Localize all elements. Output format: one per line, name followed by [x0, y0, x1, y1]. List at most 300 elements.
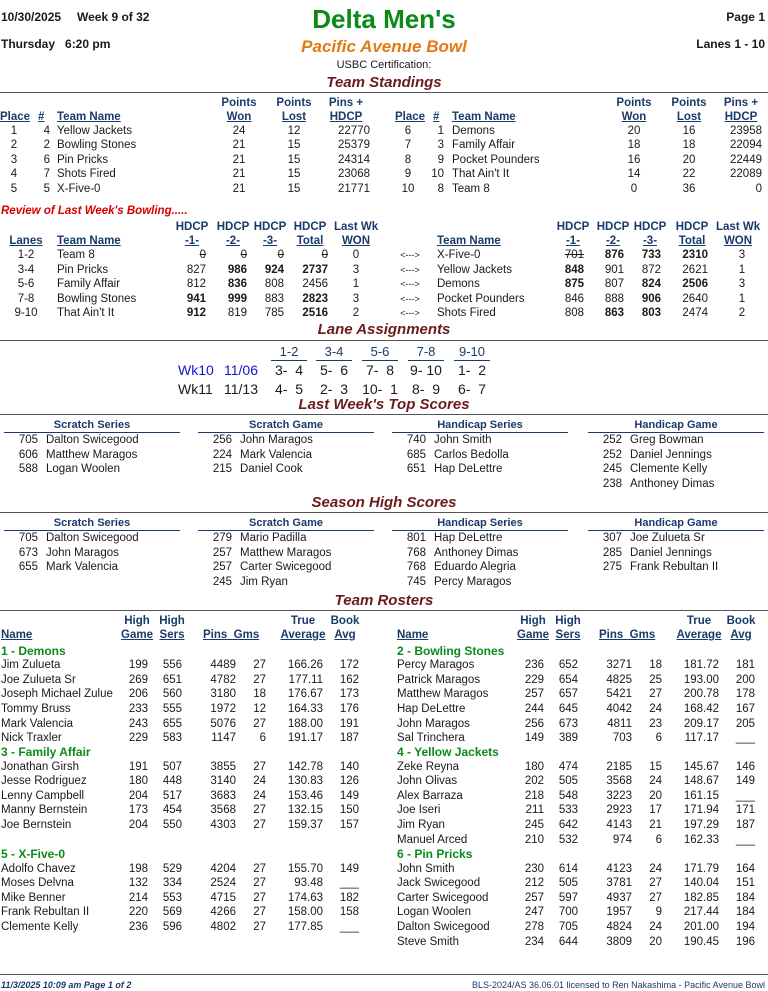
score-value: 685 [406, 448, 426, 461]
bowler-name: Matthew Maragos [46, 448, 138, 461]
roster-games: 9 [655, 906, 662, 919]
review-score: 875 [564, 278, 584, 290]
roster-high-game: 211 [525, 804, 544, 817]
lane-assignment-cell: 4- 5 [274, 381, 303, 397]
roster-high-game: 198 [128, 862, 148, 875]
roster-games: 27 [253, 891, 266, 904]
standings-team-name: Yellow Jackets [57, 125, 133, 137]
roster-player-name: Alex Barraza [397, 789, 463, 802]
bowler-name: John Maragos [240, 434, 313, 446]
roster-true-average: 164.33 [287, 702, 323, 715]
review-score: 906 [641, 292, 661, 305]
review-score: 0 [321, 249, 328, 261]
score-value: 245 [212, 575, 232, 588]
standings-points-won: 20 [627, 125, 641, 137]
review-lanes: 5-6 [17, 278, 35, 290]
roster-pins: 3180 [210, 688, 236, 701]
score-value: 256 [212, 434, 232, 446]
roster-games: 27 [253, 760, 266, 773]
week-date: 11/13 [224, 381, 258, 397]
roster-games: 27 [253, 717, 266, 730]
roster-high-series: 334 [162, 877, 182, 890]
standings-points-won: 0 [630, 182, 638, 195]
review-lanes: 7-8 [17, 292, 35, 305]
roster-true-average: 200.78 [683, 688, 719, 701]
roster-games: 27 [253, 804, 266, 817]
standings-points-lost: 16 [682, 125, 696, 137]
standings-team-number: 4 [43, 125, 50, 137]
review-score: 803 [641, 307, 661, 319]
review-won: 2 [352, 307, 360, 319]
review-team-name: Demons [437, 278, 480, 290]
roster-pins: 4204 [210, 862, 236, 875]
review-score: 808 [564, 307, 584, 319]
score-value: 768 [406, 546, 426, 559]
bowler-name: Mark Valencia [46, 561, 119, 573]
score-value: 588 [18, 463, 38, 475]
roster-games: 27 [253, 862, 266, 875]
header-points-won: Won [226, 111, 252, 123]
review-score: 883 [264, 292, 284, 305]
roster-book-average: 158 [339, 906, 359, 919]
review-score: 2737 [302, 263, 328, 276]
roster-high-game: 257 [524, 891, 544, 904]
roster-games: 6 [655, 833, 662, 846]
standings-team-number: 3 [437, 139, 444, 152]
roster-player-name: Jesse Rodriguez [1, 775, 87, 788]
roster-pins: 4825 [606, 673, 632, 686]
roster-player-name: Manuel Arced [397, 833, 468, 846]
review-score: 2640 [682, 292, 708, 305]
header-points-lost: Points [671, 97, 707, 109]
standings-team-name: X-Five-0 [57, 182, 101, 195]
roster-games: 27 [253, 877, 266, 890]
roster-high-game: 204 [128, 789, 148, 802]
header-points-won: Points [221, 97, 257, 109]
divider [0, 92, 768, 93]
header-place: Place [0, 111, 31, 123]
header-won: WON [723, 235, 753, 247]
standings-points-lost: 15 [287, 153, 301, 166]
rosters-title: Team Rosters [334, 592, 434, 609]
day-time: Thursday 6:20 pm [1, 37, 111, 51]
lane-pair-header: 5-6 [362, 344, 398, 361]
roster-high-series: 532 [558, 833, 578, 846]
bowler-name: Joe Zulueta Sr [630, 532, 705, 544]
roster-true-average: 197.29 [683, 819, 719, 831]
roster-high-game: 247 [524, 906, 544, 919]
roster-pins: 4489 [210, 659, 236, 672]
roster-high-game: 236 [128, 921, 148, 933]
header-g1: -1- [565, 235, 581, 247]
roster-high-series: 652 [558, 659, 578, 672]
roster-games: 17 [649, 804, 662, 817]
roster-true-average: 191.17 [287, 732, 323, 745]
footer-license: BLS-2024/AS 36.06.01 licensed to Ren Nakashima - Pacific Avenue Bowl [471, 980, 765, 990]
roster-high-series: 569 [162, 906, 182, 919]
usbc-certification: USBC Certification: [336, 59, 432, 71]
roster-true-average: 142.78 [287, 760, 323, 773]
bowler-name: Hap DeLettre [434, 532, 503, 544]
roster-pins: 4042 [606, 702, 632, 715]
bowler-name: Hap DeLettre [434, 463, 503, 475]
standings-points-lost: 22 [682, 168, 696, 181]
roster-book-average: 191 [339, 717, 359, 730]
roster-games: 12 [253, 702, 266, 715]
header-pins-games: Pins Gms [599, 629, 656, 641]
roster-player-name: Jack Swicegood [397, 877, 481, 890]
roster-games: 25 [649, 673, 662, 686]
roster-games: 24 [649, 862, 662, 875]
score-value: 673 [18, 546, 38, 559]
score-value: 252 [602, 448, 622, 461]
review-score: 2474 [682, 307, 708, 319]
roster-games: 24 [253, 775, 266, 788]
roster-true-average: 166.26 [287, 659, 323, 672]
header-pins-hdcp: Pins + [723, 97, 759, 109]
roster-high-series: 583 [162, 732, 182, 745]
roster-book-average: 140 [339, 760, 359, 773]
roster-player-name: John Maragos [397, 717, 470, 730]
standings-team-number: 1 [437, 125, 444, 137]
standings-team-name: That Ain't It [452, 168, 510, 181]
lane-assignment-cell: 9- 10 [410, 362, 442, 378]
roster-high-series: 651 [162, 673, 182, 686]
header-total: HDCP [293, 221, 327, 233]
roster-book-average: 146 [735, 760, 755, 773]
roster-high-game: 245 [524, 819, 544, 831]
score-value: 224 [212, 448, 232, 461]
roster-pins: 2923 [606, 804, 632, 817]
bowler-name: Dalton Swicegood [46, 532, 139, 544]
roster-true-average: 171.79 [683, 862, 719, 875]
roster-book-average: 200 [735, 673, 755, 686]
roster-high-game: 212 [524, 877, 544, 890]
roster-book-average: 184 [735, 891, 755, 904]
season-high-title: Season High Scores [311, 494, 457, 511]
roster-book-average: ___ [735, 732, 755, 745]
roster-games: 24 [649, 775, 662, 788]
roster-true-average: 132.15 [287, 804, 323, 817]
roster-book-average: 205 [735, 717, 755, 730]
roster-pins: 703 [612, 732, 632, 745]
standings-team-name: Demons [452, 125, 495, 137]
review-score: 912 [186, 307, 206, 319]
lane-assignment-cell: 7- 8 [365, 362, 394, 378]
header-high-series: Sers [159, 629, 185, 641]
roster-team-name: 4 - Yellow Jackets [397, 745, 499, 759]
standings-points-won: 18 [627, 139, 641, 152]
review-lanes: 9-10 [14, 307, 38, 319]
bowler-name: Logan Woolen [46, 463, 120, 475]
roster-player-name: Moses Delvna [1, 877, 74, 890]
roster-high-series: 505 [558, 775, 578, 788]
review-won: 1 [738, 263, 746, 276]
header-pins-hdcp: HDCP [329, 111, 363, 123]
header-book-average: Book [726, 615, 756, 627]
roster-player-name: Lenny Campbell [1, 789, 85, 802]
standings-pins-hdcp: 22449 [730, 153, 762, 166]
standings-points-lost: 15 [287, 139, 301, 152]
header-high-series: Sers [555, 629, 581, 641]
roster-games: 27 [253, 921, 266, 933]
score-value: 285 [602, 546, 622, 559]
standings-points-lost: 15 [287, 168, 301, 181]
standings-pins-hdcp: 23958 [730, 125, 762, 137]
roster-high-game: 256 [524, 717, 544, 730]
lane-assignment-cell: 1- 2 [457, 362, 486, 378]
roster-high-game: 244 [524, 702, 544, 715]
roster-pins: 4824 [606, 921, 632, 933]
lane-assignment-cell: 8- 9 [411, 381, 440, 397]
review-score: 872 [641, 263, 661, 276]
score-value: 655 [18, 561, 38, 573]
header-high-series: High [555, 615, 581, 627]
roster-high-game: 132 [128, 877, 148, 890]
score-category-header: Scratch Series [53, 419, 131, 431]
roster-book-average: 187 [735, 819, 755, 831]
roster-pins: 1972 [210, 702, 236, 715]
roster-games: 6 [259, 732, 266, 745]
header-high-series: High [159, 615, 185, 627]
standings-title: Team Standings [326, 74, 442, 91]
roster-team-name: 5 - X-Five-0 [1, 847, 66, 861]
review-score: 0 [277, 249, 284, 261]
standings-team-number: 2 [43, 139, 50, 152]
roster-high-game: 229 [128, 732, 148, 745]
standings-team-name: Family Affair [452, 139, 516, 152]
page-number: Page 1 [726, 10, 765, 24]
roster-player-name: Logan Woolen [397, 906, 471, 919]
roster-true-average: 168.42 [683, 702, 719, 715]
review-score: 999 [227, 292, 247, 305]
header-total: Total [678, 235, 706, 247]
roster-pins: 3855 [210, 760, 236, 773]
roster-true-average: 130.83 [287, 775, 323, 788]
standings-points-won: 16 [627, 153, 641, 166]
roster-high-game: 218 [524, 789, 544, 802]
review-team-name: Bowling Stones [57, 292, 137, 305]
bowler-name: Jim Ryan [240, 575, 288, 588]
review-score: 876 [604, 249, 624, 261]
review-score: 819 [227, 307, 247, 319]
standings-place: 2 [10, 139, 18, 152]
standings-points-won: 21 [232, 139, 246, 152]
roster-book-average: 178 [735, 688, 755, 701]
bowler-name: Daniel Jennings [630, 546, 712, 559]
roster-high-series: 505 [558, 877, 578, 890]
roster-player-name: Mike Benner [1, 891, 66, 904]
header-book-average: Avg [730, 629, 752, 641]
review-score: 785 [264, 307, 284, 319]
roster-high-series: 597 [558, 891, 578, 904]
review-lanes: 3-4 [17, 263, 35, 276]
header-g1: HDCP [556, 221, 590, 233]
roster-true-average: 201.00 [683, 921, 719, 933]
lane-pair-header: 9-10 [454, 344, 490, 361]
roster-team-name: 3 - Family Affair [1, 745, 91, 759]
roster-player-name: Patrick Maragos [397, 673, 481, 686]
score-value: 279 [212, 532, 232, 544]
roster-high-game: 149 [524, 732, 544, 745]
review-score: 701 [564, 249, 584, 261]
roster-high-game: 236 [524, 659, 544, 672]
standings-pins-hdcp: 24314 [338, 153, 370, 166]
review-score: 733 [641, 249, 661, 261]
roster-high-game: 191 [128, 760, 148, 773]
roster-true-average: 171.94 [683, 804, 719, 817]
roster-high-series: 533 [558, 804, 578, 817]
bowler-name: Eduardo Alegria [434, 561, 516, 573]
header-g3: -3- [262, 235, 278, 247]
roster-high-series: 507 [162, 760, 182, 773]
standings-team-number: 8 [437, 182, 444, 195]
roster-book-average: 187 [339, 732, 359, 745]
roster-true-average: 209.17 [683, 717, 719, 730]
review-won: 3 [352, 292, 360, 305]
review-score: 808 [264, 278, 284, 290]
review-won: 3 [738, 278, 746, 290]
standings-points-won: 24 [232, 125, 246, 137]
standings-team-name: Team 8 [452, 182, 490, 195]
standings-pins-hdcp: 23068 [338, 168, 370, 181]
header-g2: -2- [605, 235, 621, 247]
score-value: 705 [18, 532, 38, 544]
review-score: 846 [564, 292, 584, 305]
review-team-name: Team 8 [57, 249, 95, 261]
standings-pins-hdcp: 22089 [730, 168, 762, 181]
roster-games: 24 [649, 921, 662, 933]
review-title: Review of Last Week's Bowling..... [1, 205, 188, 217]
review-score: 848 [564, 263, 584, 276]
standings-pins-hdcp: 22770 [338, 125, 370, 137]
roster-games: 27 [649, 877, 662, 890]
score-category-header: Scratch Series [53, 517, 131, 529]
score-value: 768 [406, 561, 426, 573]
review-won: 3 [738, 249, 746, 261]
roster-player-name: Tommy Bruss [1, 702, 71, 715]
roster-player-name: Joe Zulueta Sr [1, 673, 76, 686]
roster-player-name: Jim Ryan [397, 819, 445, 831]
header-won: Last Wk [334, 221, 379, 233]
roster-team-name: 6 - Pin Pricks [397, 847, 473, 861]
week-date: 11/06 [224, 362, 258, 378]
roster-high-series: 448 [162, 775, 182, 788]
review-won: 1 [738, 292, 746, 305]
bowler-name: Mark Valencia [240, 448, 313, 461]
roster-games: 23 [649, 717, 662, 730]
roster-pins: 1147 [211, 732, 236, 745]
header-high-game: High [520, 615, 546, 627]
roster-true-average: 93.48 [294, 877, 323, 890]
roster-player-name: John Smith [397, 862, 455, 875]
roster-true-average: 162.33 [683, 833, 719, 846]
score-value: 257 [212, 546, 232, 559]
header-true-average: Average [280, 629, 326, 641]
score-value: 252 [602, 434, 622, 446]
header-true-average: True [686, 615, 712, 627]
score-category-header: Handicap Series [437, 419, 523, 431]
standings-team-number: 9 [437, 153, 444, 166]
header-team-name: Team Name [57, 235, 121, 247]
roster-book-average: 126 [339, 775, 359, 788]
review-team-name: X-Five-0 [437, 249, 481, 261]
header-g1: HDCP [175, 221, 209, 233]
roster-true-average: 193.00 [683, 673, 719, 686]
roster-book-average: 173 [339, 688, 359, 701]
standings-team-name: Pocket Pounders [452, 153, 540, 166]
header-team-name: Team Name [57, 111, 121, 123]
header-number: # [38, 111, 45, 123]
week-label: Week 9 of 32 [77, 10, 150, 24]
roster-high-game: 269 [128, 673, 148, 686]
bowler-name: Frank Rebultan II [630, 561, 719, 573]
standings-pins-hdcp: 22094 [730, 139, 762, 152]
roster-book-average: 176 [339, 702, 359, 715]
roster-games: 15 [649, 760, 662, 773]
header-g1: -1- [184, 235, 200, 247]
header-g2: HDCP [216, 221, 250, 233]
roster-pins: 4266 [210, 906, 236, 919]
roster-player-name: Nick Traxler [1, 732, 62, 745]
standings-place: 8 [404, 153, 412, 166]
roster-true-average: 153.46 [287, 789, 323, 802]
roster-high-series: 596 [162, 921, 182, 933]
header-name: Name [397, 629, 429, 641]
lane-assignment-cell: 5- 6 [319, 362, 348, 378]
versus-arrow: <---> [400, 279, 420, 289]
roster-pins: 3781 [606, 877, 632, 890]
bowler-name: Greg Bowman [630, 434, 704, 446]
header-book-average: Avg [334, 629, 356, 641]
roster-high-series: 644 [558, 935, 578, 948]
roster-book-average: 162 [339, 673, 359, 686]
review-score: 812 [186, 278, 206, 290]
header-pins-hdcp: Pins + [328, 97, 364, 109]
roster-high-game: 210 [524, 833, 544, 846]
roster-high-series: 614 [558, 862, 578, 875]
roster-high-series: 642 [558, 819, 578, 831]
roster-player-name: Steve Smith [397, 935, 459, 948]
header-g3: -3- [642, 235, 658, 247]
roster-high-series: 700 [558, 906, 578, 919]
standings-points-lost: 18 [682, 139, 696, 152]
roster-high-series: 654 [558, 673, 578, 686]
roster-pins: 2524 [210, 877, 236, 890]
standings-team-number: 10 [431, 168, 444, 181]
roster-book-average: ___ [339, 921, 359, 933]
roster-pins: 3809 [606, 935, 632, 948]
standings-team-name: Bowling Stones [57, 139, 137, 152]
standings-place: 10 [401, 182, 415, 195]
score-value: 257 [212, 561, 232, 573]
roster-player-name: Jim Zulueta [1, 659, 61, 672]
roster-player-name: Carter Swicegood [397, 891, 489, 904]
bowler-name: Carlos Bedolla [434, 448, 509, 461]
review-won: 3 [352, 263, 360, 276]
lane-pair-header: 7-8 [408, 344, 444, 361]
header-points-lost: Lost [676, 111, 702, 123]
roster-team-name: 1 - Demons [1, 643, 66, 658]
roster-true-average: 140.04 [683, 877, 719, 890]
review-score: 0 [240, 249, 247, 261]
standings-place: 7 [404, 139, 412, 152]
header-team-name: Team Name [452, 111, 516, 123]
roster-player-name: Zeke Reyna [397, 760, 460, 773]
score-value: 651 [406, 463, 426, 475]
header-name: Name [1, 629, 33, 641]
standings-points-lost: 20 [682, 153, 696, 166]
